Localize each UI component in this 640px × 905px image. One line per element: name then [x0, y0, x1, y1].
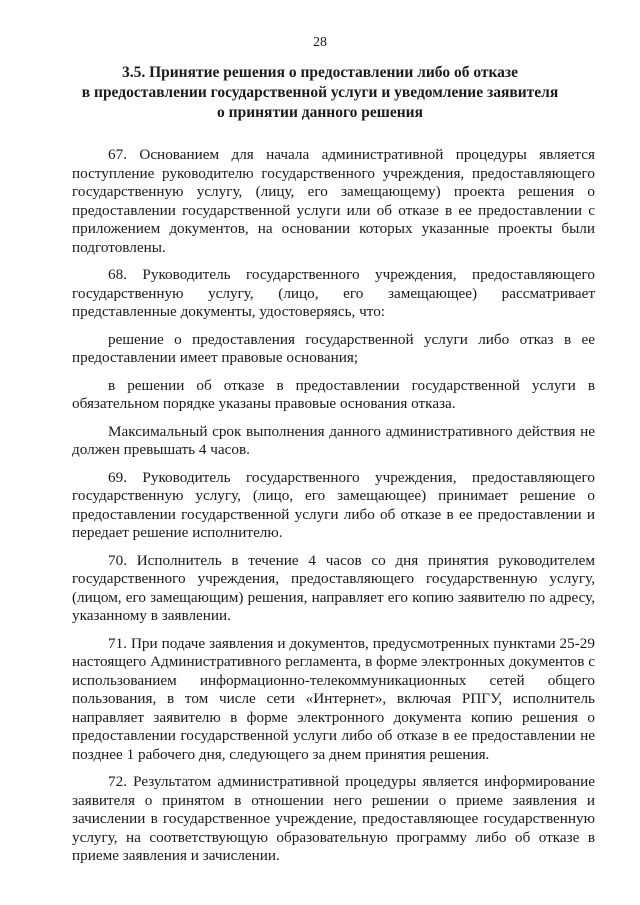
section-heading-line-2: в предоставлении государственной услуги и уведомление заявителя — [81, 84, 559, 101]
section-heading — [60, 63, 580, 123]
paragraph-70: 70. Исполнитель в течение 4 часов со дня принятия руководителем государственного учреждения, предоставляющего государственную услугу, (лицом, его замещающим) решения, направляет его копию заявителю по адресу, указанному в заявлении. — [72, 551, 595, 624]
paragraph-67: 67. Основанием для начала административной процедуры является поступление руководителю государственного учреждения, предоставляющего государственную услугу, (лицу, его замещающему) проекта решения о предоставлении государственной услуги или об отказе в ее предоставлении с приложением документов, на основании которых указанные проекты были подготовлены. — [72, 146, 595, 256]
paragraph-69: 69. Руководитель государственного учреждения, предоставляющего государственную услугу, (лицо, его замещающее) принимает решение о предоставлении государственной услуги либо об отказе в ее предоставлении и передает решение исполнителю. — [72, 468, 595, 541]
page-number: 28 — [313, 35, 327, 50]
paragraph-68-condition-2: в решении об отказе в предоставлении государственной услуги в обязательном порядке указаны правовые основания отказа. — [72, 376, 595, 412]
paragraph-68: 68. Руководитель государственного учреждения, предоставляющего государственную услугу, (лицо, его замещающее) рассматривает представленные документы, удостоверяясь, что: — [72, 266, 595, 320]
paragraph-68-condition-1: решение о предоставления государственной услуги либо отказ в ее предоставлении имеет правовые основания; — [72, 330, 595, 366]
section-heading-line-3: о принятии данного решения — [217, 104, 423, 121]
paragraph-68-deadline: Максимальный срок выполнения данного административного действия не должен превышать 4 часов. — [72, 422, 595, 458]
paragraph-71: 71. При подаче заявления и документов, предусмотренных пунктами 25-29 настоящего Административного регламента, в форме электронных документов с использованием информационно-телекоммуникационных сетей общего пользования, в том числе сети «Интернет», включая РПГУ, исполнитель направляет заявителю в форме электронного документа копию решения о предоставлении государственной услуги либо об отказе в ее предоставлении не позднее 1 рабочего дня, следующего за днем принятия решения. — [72, 634, 595, 763]
paragraph-72: 72. Результатом административной процедуры является информирование заявителя о принятом в отношении него решении о приеме заявления и зачислении в государственное учреждение, предоставляющее государственную услугу, на соответствующую образовательную программу либо об отказе в приеме заявления и зачислении. — [72, 773, 595, 864]
section-heading-line-1: 3.5. Принятие решения о предоставлении либо об отказе — [121, 64, 519, 81]
document-body — [72, 146, 595, 875]
